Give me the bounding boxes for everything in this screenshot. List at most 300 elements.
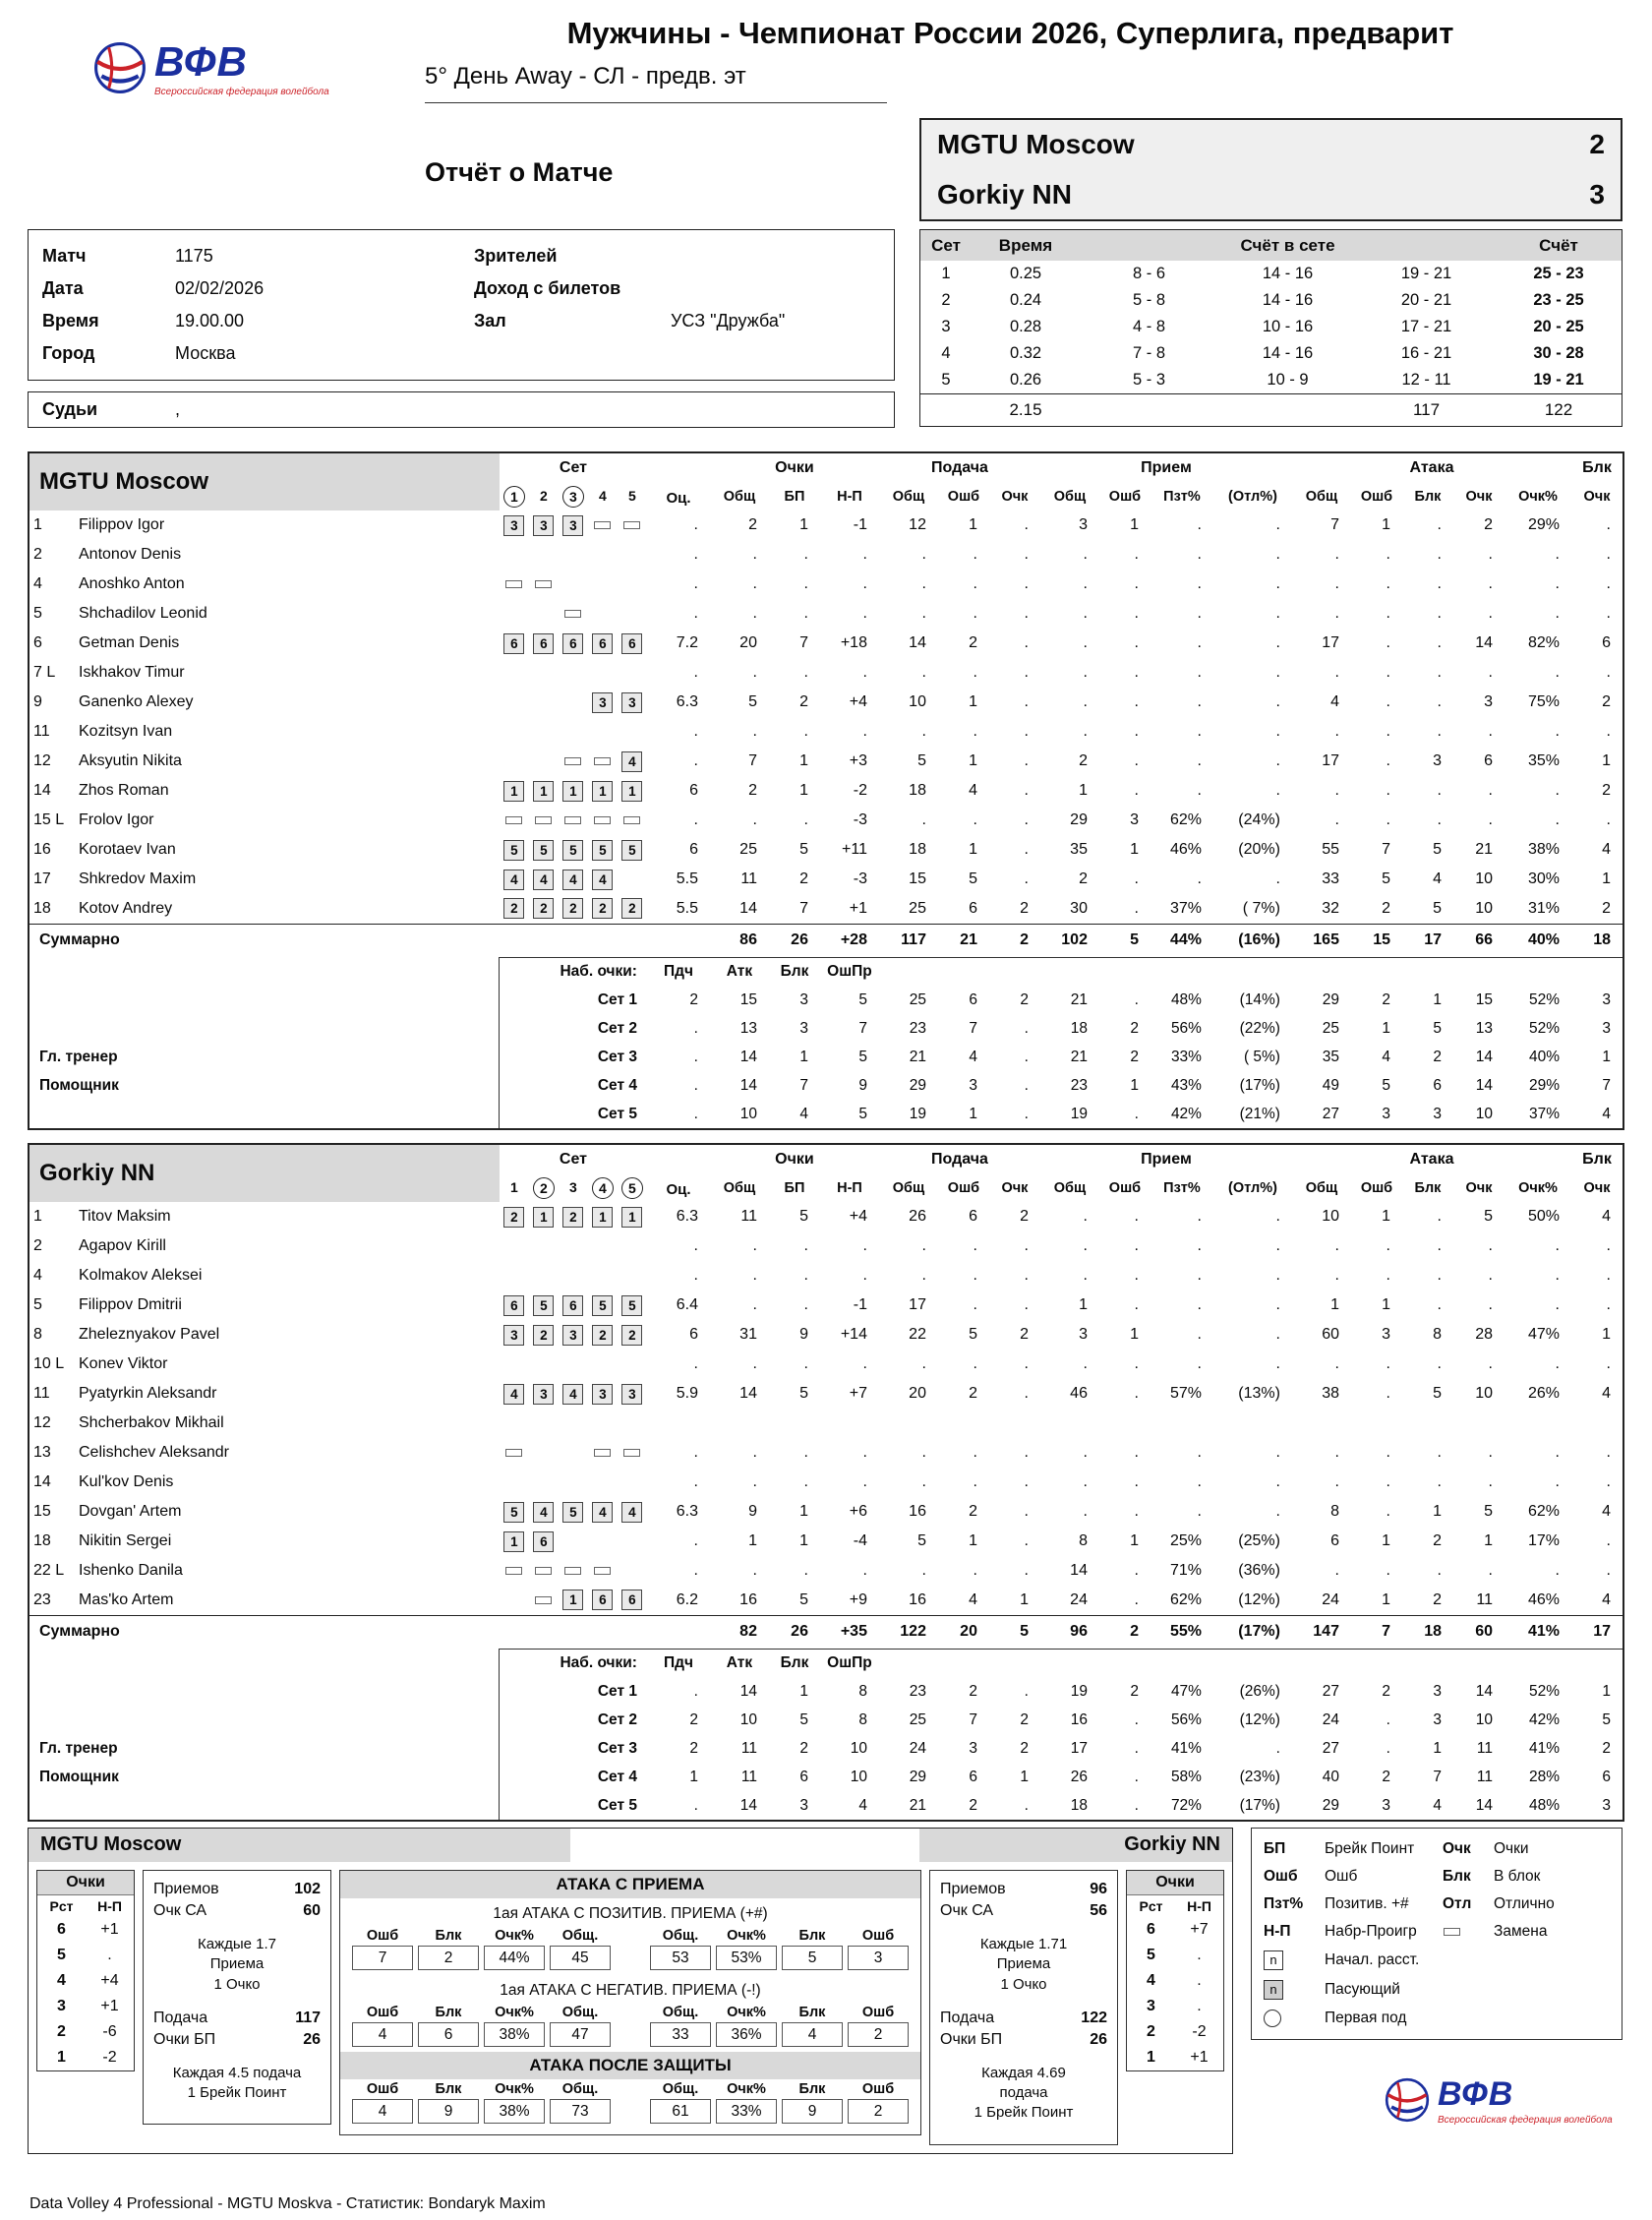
stat-value: 14: [1475, 1682, 1493, 1700]
stat-label: Очк СА: [940, 1902, 994, 1919]
stat-value: 1: [1433, 1503, 1442, 1520]
set-position-cell: [529, 510, 559, 540]
stat-value: 4: [1602, 1105, 1611, 1122]
stat-value: 1: [969, 516, 977, 533]
attack-column-header: Блк: [435, 2081, 462, 2097]
stat-value: .: [752, 1267, 757, 1284]
stat-value: 2: [799, 693, 808, 710]
set-position-cell: [588, 865, 618, 894]
set-final-score: 25 - 23: [1533, 265, 1584, 282]
stat-value: .: [862, 575, 867, 592]
match-number-value: 1175: [175, 246, 213, 266]
stat-value: .: [693, 1267, 698, 1284]
set-position-cell: [529, 1438, 559, 1468]
home-attack-value: 47: [550, 2022, 611, 2047]
stat-value: 10: [1475, 1710, 1493, 1728]
stat-value: .: [921, 1267, 926, 1284]
set-position-cell: [529, 1290, 559, 1320]
set-position-cell: [618, 1379, 647, 1409]
stat-value: +9: [849, 1590, 867, 1608]
stat-value: .: [752, 1562, 757, 1579]
stat-value: .: [1134, 990, 1139, 1008]
stat-value: .: [1386, 1473, 1390, 1490]
start-position-box: 2: [503, 898, 524, 919]
set-position-cell: [500, 1497, 529, 1527]
totals-value: 40%: [1504, 924, 1571, 957]
final-score-panel: [919, 118, 1622, 221]
home-attack-value: 6: [418, 2022, 479, 2047]
player-row: [30, 776, 1622, 806]
stat-value: 6: [799, 1768, 808, 1785]
player-name: Shkredov Maxim: [79, 870, 197, 887]
set-position-cell: [588, 1556, 618, 1586]
stat-value: 2: [1130, 1019, 1139, 1037]
player-number: 22 L: [33, 1562, 65, 1579]
stat-value: .: [1488, 1473, 1493, 1490]
player-number: 8: [33, 1326, 42, 1343]
attack-breakdown-box: [339, 1870, 921, 2135]
set-number-header: [618, 1174, 647, 1202]
stat-value: .: [1386, 634, 1390, 651]
stat-value: 60: [303, 1902, 321, 1919]
stat-value: 14: [739, 1048, 757, 1065]
stat-value: .: [1197, 1208, 1202, 1225]
set-position-cell: [529, 629, 559, 658]
stat-value: (23%): [1239, 1768, 1280, 1785]
stat-value: .: [693, 752, 698, 769]
team-totals-row: [30, 1615, 1622, 1649]
stat-value: .: [1437, 1473, 1442, 1490]
head-coach-label: Гл. тренер: [39, 1048, 118, 1065]
set-position-cell: [618, 1290, 647, 1320]
stat-value: 4: [1330, 693, 1339, 710]
set-partial-score: 8 - 6: [1132, 265, 1166, 282]
set-breakdown-row: [30, 1100, 1622, 1128]
stat-value: .: [1606, 1532, 1611, 1549]
stat-value: 46%: [1527, 1590, 1560, 1608]
start-position-box: 2: [533, 1325, 554, 1346]
stat-value: .: [1606, 1237, 1611, 1254]
stat-value: 5: [858, 1105, 867, 1122]
player-row: [30, 1497, 1622, 1527]
set-position-cell: [559, 1231, 588, 1261]
start-position-box: 2: [592, 1325, 613, 1346]
set-position-cell: [529, 865, 559, 894]
stat-value: 1: [1602, 1682, 1611, 1700]
home-points-row: [37, 1994, 134, 2019]
match-number-label: Матч: [42, 246, 87, 266]
stat-value: .: [1386, 1503, 1390, 1520]
home-attack-value: 44%: [484, 1946, 545, 1970]
stat-value: .: [693, 723, 698, 740]
stat-value: .: [921, 1237, 926, 1254]
totals-value: 102: [1040, 924, 1099, 957]
stat-value: .: [1386, 1267, 1390, 1284]
home-attack-value: 2: [418, 1946, 479, 1970]
player-row: [30, 599, 1622, 629]
player-name: Shchadilov Leonid: [79, 605, 207, 622]
set-position-cell: [618, 688, 647, 717]
player-number: 15: [33, 1503, 51, 1520]
substitution-icon: [594, 816, 611, 824]
totals-value: 20: [938, 1615, 989, 1649]
totals-value: 165: [1292, 924, 1351, 957]
stat-value: 1: [969, 752, 977, 769]
stat-value: 14: [739, 1076, 757, 1094]
home-points-row: [37, 1968, 134, 1994]
stat-value: 2: [1382, 899, 1390, 917]
player-row: [30, 1586, 1622, 1615]
stat-value: 47%: [1170, 1682, 1202, 1700]
np-value: -2: [1192, 2023, 1207, 2040]
set-position-cell: [500, 865, 529, 894]
stat-value: -2: [853, 782, 867, 799]
away-attack-value: 5: [782, 1946, 843, 1970]
stat-value: 50%: [1527, 1208, 1560, 1225]
set-position-cell: [559, 1320, 588, 1350]
stat-value: [1292, 1409, 1351, 1438]
stat-value: .: [1386, 1385, 1390, 1402]
np-value: -6: [102, 2023, 117, 2040]
start-position-box: 2: [621, 1325, 642, 1346]
stat-value: .: [921, 811, 926, 828]
stat-value: .: [1275, 693, 1280, 710]
set-partial-score: 17 - 21: [1400, 318, 1452, 335]
set-breakdown-row: [30, 1677, 1622, 1706]
stat-value: .: [1197, 634, 1202, 651]
set-position-cell: [559, 1586, 588, 1615]
set-partial-score: 5 - 8: [1132, 291, 1166, 309]
spectators-label: Зрителей: [474, 246, 558, 266]
stat-value: 31: [739, 1326, 757, 1343]
set-position-cell: [500, 1586, 529, 1615]
legend-abbr: Ошб: [1264, 1868, 1298, 1885]
stat-value: 1: [799, 782, 808, 799]
stat-value: 18: [909, 841, 926, 858]
stat-value: .: [693, 575, 698, 592]
spacer: [30, 957, 500, 986]
column-header: Очк: [1465, 489, 1493, 505]
first-serve-set-number: 5: [621, 1177, 643, 1199]
stat-value: .: [1386, 811, 1390, 828]
stat-value: .: [1024, 1473, 1029, 1490]
stat-value: [1040, 1409, 1099, 1438]
stat-value: 1: [1130, 516, 1139, 533]
stat-value: .: [1083, 575, 1088, 592]
stat-value: 11: [740, 1768, 757, 1785]
start-position-box: 3: [562, 1325, 583, 1346]
away-attack-value: 4: [782, 2022, 843, 2047]
player-row: [30, 1556, 1622, 1586]
stat-value: +3: [849, 752, 867, 769]
stat-value: 1: [969, 1105, 977, 1122]
home-efficiency-box: [143, 1870, 331, 2125]
group-header-0: Очки: [775, 459, 814, 476]
stat-value: .: [1024, 723, 1029, 740]
set-position-cell: [588, 1468, 618, 1497]
substitution-icon: [594, 1449, 611, 1457]
set-number: 3: [569, 1179, 577, 1195]
stat-value: .: [973, 1237, 977, 1254]
stat-value: [710, 1409, 769, 1438]
vfv-logo-text: ВФВ: [154, 38, 248, 85]
column-header: Пзт%: [1163, 1180, 1201, 1196]
start-position-box: 6: [503, 1295, 524, 1316]
stat-value: 19: [1070, 1105, 1088, 1122]
stat-value: 1: [799, 1503, 808, 1520]
start-position-box: 1: [533, 1207, 554, 1228]
income-row: [474, 272, 880, 305]
column-header: Общ: [723, 489, 756, 505]
stat-value: .: [1197, 575, 1202, 592]
stat-value: 2: [799, 870, 808, 887]
set-position-cell: [618, 1438, 647, 1468]
stat-value: +14: [840, 1326, 867, 1343]
stat-value: .: [1134, 1473, 1139, 1490]
stat-value: .: [1386, 1739, 1390, 1757]
stat-value: [1453, 1409, 1504, 1438]
stat-value: 3: [799, 1796, 808, 1814]
totals-label: Суммарно: [30, 1615, 647, 1649]
stat-value: .: [752, 1237, 757, 1254]
income-label: Доход с билетов: [474, 278, 621, 298]
set-position-cell: [559, 599, 588, 629]
legend-desc: Позитив. +#: [1325, 1895, 1409, 1912]
spacer: [1040, 957, 1099, 986]
stat-value: .: [973, 605, 977, 622]
stat-value: 10: [850, 1739, 867, 1757]
stat-value: .: [1024, 1355, 1029, 1372]
stat-value: .: [921, 1473, 926, 1490]
home-stat-row: [153, 2008, 321, 2029]
stat-value: 43%: [1170, 1076, 1202, 1094]
start-position-box: 1: [621, 781, 642, 802]
column-header: Блк: [1414, 1180, 1442, 1196]
home-team-name: MGTU Moscow: [937, 129, 1135, 159]
player-number: 18: [33, 899, 51, 917]
player-name: Getman Denis: [79, 634, 180, 651]
set-position-cell: [588, 1320, 618, 1350]
stat-value: 29: [1070, 811, 1088, 828]
away-attack-value: 36%: [716, 2022, 777, 2047]
start-position-box: 4: [621, 751, 642, 772]
player-number: 1: [33, 1208, 42, 1225]
group-header-1: Подача: [931, 1151, 988, 1168]
set-position-cell: [529, 1468, 559, 1497]
set-position-cell: [618, 510, 647, 540]
stat-value: 5: [917, 752, 926, 769]
stat-value: .: [1024, 1796, 1029, 1814]
total-points-away: 122: [1496, 393, 1622, 426]
away-serve-efficiency-note: [940, 2064, 1107, 2124]
away-attack-value: 33: [650, 2022, 711, 2047]
set-breakdown-row: [30, 1763, 1622, 1791]
stat-value: .: [1024, 605, 1029, 622]
stat-value: .: [1197, 1473, 1202, 1490]
stat-value: 38: [1322, 1385, 1339, 1402]
attack-column-header: Очк%: [727, 1928, 766, 1944]
start-position-box: 2: [562, 898, 583, 919]
first-serve-icon: [1264, 2010, 1281, 2027]
stat-value: .: [973, 546, 977, 563]
stat-value: .: [1606, 1355, 1611, 1372]
home-attack-value: 38%: [484, 2099, 545, 2124]
stat-value: .: [1555, 782, 1560, 799]
stat-value: .: [803, 605, 808, 622]
start-position-box: 1: [533, 781, 554, 802]
substitution-icon: [505, 1567, 522, 1575]
stat-value: [647, 1409, 710, 1438]
stat-value: 62%: [1169, 1590, 1202, 1608]
stat-value: 6: [969, 990, 977, 1008]
stat-value: (36%): [1238, 1562, 1280, 1579]
stat-value: 18: [1070, 1019, 1088, 1037]
stat-value: .: [803, 723, 808, 740]
set-position-cell: [559, 540, 588, 570]
legend-abbr: Отл: [1443, 1895, 1472, 1912]
stat-value: .: [1024, 1385, 1029, 1402]
set-position-cell: [500, 1409, 529, 1438]
set-position-cell: [529, 1497, 559, 1527]
stat-value: .: [1606, 516, 1611, 533]
spacer: [1150, 1649, 1213, 1677]
stat-value: 1: [1602, 870, 1611, 887]
stat-value: 26: [909, 1208, 926, 1225]
stat-value: .: [1555, 723, 1560, 740]
stat-value: 2: [1020, 1326, 1029, 1343]
stat-value: .: [1083, 634, 1088, 651]
start-position-box: 5: [592, 840, 613, 861]
stat-value: .: [693, 1473, 698, 1490]
group-header-3: Атака: [1409, 1151, 1454, 1168]
assistant-coach-label: Помощник: [39, 1076, 119, 1094]
spacer: [938, 1649, 989, 1677]
stat-value: .: [693, 1076, 698, 1094]
player-row: [30, 510, 1622, 540]
stat-value: 2: [1433, 1590, 1442, 1608]
set-position-cell: [618, 1497, 647, 1527]
player-row: [30, 1438, 1622, 1468]
set-position-cell: [618, 1261, 647, 1290]
stat-value: .: [803, 546, 808, 563]
stat-value: 35: [1070, 841, 1088, 858]
set-results-head: [920, 230, 1622, 261]
stat-value: 28: [1475, 1326, 1493, 1343]
stat-value: 2: [1382, 990, 1390, 1008]
spacer: [616, 1946, 645, 1970]
away-stat-row: [940, 1879, 1107, 1900]
away-stat-row: [940, 2008, 1107, 2029]
stat-value: .: [973, 811, 977, 828]
stat-value: .: [1083, 1355, 1088, 1372]
stat-value: 46%: [1169, 841, 1202, 858]
stat-value: .: [1197, 664, 1202, 681]
stat-value: 3: [1079, 516, 1088, 533]
player-number: 14: [33, 1473, 51, 1490]
stat-value: .: [1134, 782, 1139, 799]
stat-label: Очк СА: [153, 1902, 207, 1919]
player-row: [30, 540, 1622, 570]
set-position-cell: [588, 776, 618, 806]
stat-value: 5: [1382, 870, 1390, 887]
player-row: [30, 806, 1622, 835]
set-time: 0.24: [1009, 291, 1042, 309]
totals-value: 96: [1040, 1615, 1099, 1649]
stat-value: .: [1083, 1444, 1088, 1461]
attack-column-header: Блк: [798, 2005, 826, 2020]
hall-label: Зал: [474, 311, 506, 330]
total-time: 2.15: [972, 393, 1080, 426]
vfv-logo-subtext: Всероссийская федерация волейбола: [1438, 2115, 1613, 2126]
stat-value: .: [1606, 1444, 1611, 1461]
stat-value: 62%: [1169, 811, 1202, 828]
group-header-0: Очки: [775, 1151, 814, 1168]
set-position-cell: [529, 747, 559, 776]
stat-value: 72%: [1170, 1796, 1202, 1814]
stat-value: .: [862, 1237, 867, 1254]
attack-column-header: Блк: [798, 2081, 826, 2097]
stat-value: (12%): [1239, 1710, 1280, 1728]
first-serve-set-number: 3: [562, 486, 584, 508]
stat-value: 26%: [1527, 1385, 1560, 1402]
stat-value: 5: [799, 1590, 808, 1608]
set-position-cell: [500, 1468, 529, 1497]
stat-value: .: [1606, 811, 1611, 828]
set-number: 4: [599, 488, 607, 504]
stat-value: .: [693, 811, 698, 828]
set-position-cell: [559, 1350, 588, 1379]
total-points-home: 117: [1357, 393, 1496, 426]
set-position-cell: [529, 1586, 559, 1615]
stat-value: .: [1437, 811, 1442, 828]
stat-value: 6.2: [676, 1590, 698, 1608]
vfv-logo-bottom: [1385, 2077, 1613, 2126]
stat-value: 4: [1602, 1385, 1611, 1402]
stat-value: 55: [1322, 841, 1339, 858]
player-row: [30, 1379, 1622, 1409]
stat-value: 6: [1602, 1768, 1611, 1785]
stat-value: .: [1024, 1076, 1029, 1094]
breakdown-column-header: Блк: [769, 1649, 820, 1677]
stat-value: .: [752, 546, 757, 563]
set-breakdown-label: Сет 4: [500, 1763, 647, 1791]
stat-value: .: [1555, 605, 1560, 622]
start-position-box: 3: [621, 1384, 642, 1405]
stat-value: .: [1275, 1326, 1280, 1343]
stat-value: 5: [1433, 1019, 1442, 1037]
stat-value: .: [803, 1562, 808, 1579]
set-number: 1: [941, 265, 951, 282]
start-position-box: 1: [503, 1531, 524, 1552]
home-team-score: 2: [1589, 129, 1605, 159]
match-summary-section: [28, 1828, 1233, 2154]
set-partial-score: 20 - 21: [1400, 291, 1452, 309]
stat-value: 15: [739, 990, 757, 1008]
set-number-header: [559, 1174, 588, 1202]
stat-value: .: [921, 1444, 926, 1461]
set-position-cell: [559, 1527, 588, 1556]
start-position-box: 5: [621, 1295, 642, 1316]
stat-label: Подача: [940, 2009, 995, 2026]
stat-value: 1: [1020, 1590, 1029, 1608]
stat-value: 49: [1322, 1076, 1339, 1094]
stat-value: .: [1275, 1503, 1280, 1520]
stat-value: .: [1134, 546, 1139, 563]
stat-value: [1504, 1409, 1571, 1438]
totals-value: 86: [710, 924, 769, 957]
home-attack-value: 38%: [484, 2022, 545, 2047]
set-position-cell: [500, 1350, 529, 1379]
